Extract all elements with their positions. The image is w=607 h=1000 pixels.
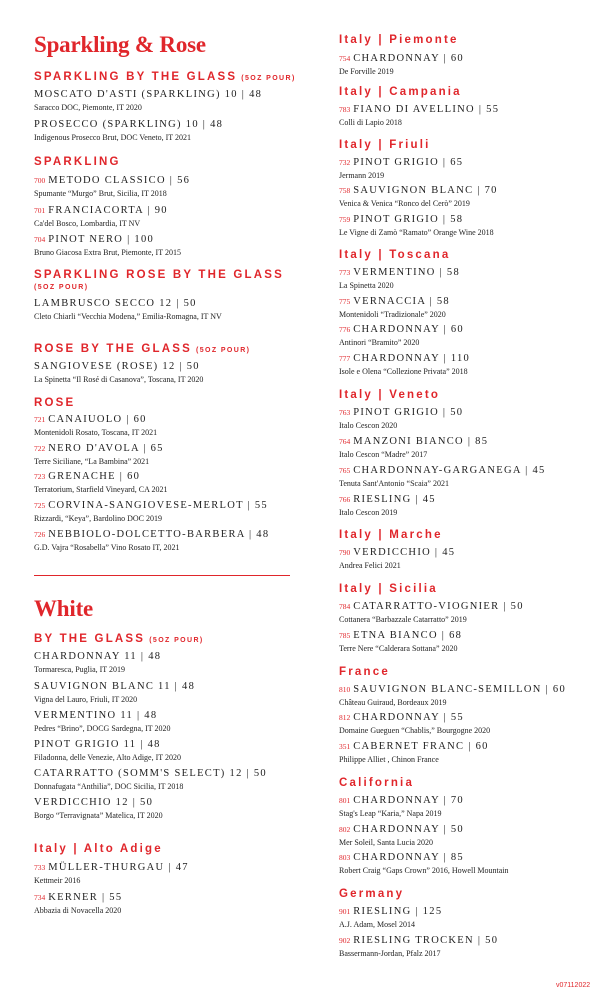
heading-germany: Germany <box>339 888 405 900</box>
wine-item-704 <box>34 235 181 257</box>
wine-description: Andrea Felici 2021 <box>339 560 401 570</box>
wine-code: 734 <box>34 893 46 902</box>
wine-item-glass-vermentino <box>34 711 171 733</box>
version-label: v07112022 <box>556 982 591 989</box>
wine-item-759 <box>339 215 494 237</box>
wine-code: 725 <box>34 501 46 510</box>
wine-name: CHARDONNAY | 50 <box>353 824 464 835</box>
wine-item-glass-verdicchio <box>34 798 163 820</box>
wine-code: 722 <box>34 444 46 453</box>
wine-description: Domaine Gueguen “Chablis,” Bourgogne 2020 <box>339 725 491 735</box>
wine-name: RIESLING TROCKEN | 50 <box>353 935 499 946</box>
section-title-white: White <box>34 596 94 621</box>
heading-italy-veneto: Italy | Veneto <box>339 389 441 401</box>
wine-item-901 <box>339 907 442 929</box>
heading-italy-sicilia: Italy | Sicilia <box>339 583 438 595</box>
wine-description: Ca'del Bosco, Lombardia, IT NV <box>34 218 141 228</box>
wine-description: Mer Soleil, Santa Lucia 2020 <box>339 837 433 847</box>
wine-item-802 <box>339 825 464 847</box>
wine-name: NEBBIOLO-DOLCETTO-BARBERA | 48 <box>48 529 270 540</box>
wine-item-766 <box>339 495 436 517</box>
heading-sparkling-rose-by-glass: SPARKLING ROSE BY THE GLASS <box>34 269 285 281</box>
heading-italy-campania: Italy | Campania <box>339 86 462 98</box>
wine-item-722 <box>34 444 164 466</box>
wine-code: 785 <box>339 631 351 640</box>
heading-sparkling: SPARKLING <box>34 156 121 168</box>
wine-name: MANZONI BIANCO | 85 <box>353 436 489 447</box>
wine-item-glass-catarratto <box>34 769 267 791</box>
wine-description: Bassermann-Jordan, Pfalz 2017 <box>339 948 441 958</box>
heading-italy-alto-adige: Italy | Alto Adige <box>34 843 163 855</box>
wine-item-773 <box>339 268 460 290</box>
wine-code: 766 <box>339 495 351 504</box>
wine-name: VERDICCHIO | 45 <box>353 547 456 558</box>
wine-name: RIESLING | 45 <box>353 494 436 505</box>
wine-code: 777 <box>339 354 351 363</box>
wine-description: Cottanera “Barbazzale Catarratto” 2019 <box>339 614 467 624</box>
heading-italy-friuli: Italy | Friuli <box>339 139 431 151</box>
wine-code: 723 <box>34 472 46 481</box>
wine-code: 758 <box>339 186 351 195</box>
wine-item-902 <box>339 936 498 958</box>
wine-code: 704 <box>34 235 46 244</box>
wine-description: Kettmeir 2016 <box>34 875 81 885</box>
wine-name: PINOT NERO | 100 <box>48 234 155 245</box>
wine-item-733 <box>34 863 189 885</box>
wine-item-776 <box>339 325 464 347</box>
wine-name: CHARDONNAY | 110 <box>353 353 471 364</box>
wine-description: Italo Cescon “Madre” 2017 <box>339 449 428 459</box>
wine-name: VERMENTINO 11 | 48 <box>34 710 158 721</box>
wine-description: La Spinetta 2020 <box>339 280 394 290</box>
wine-name: VERNACCIA | 58 <box>353 296 450 307</box>
wine-item-732 <box>339 158 463 180</box>
wine-code: 754 <box>339 54 351 63</box>
wine-description: La Spinetta “Il Rosé di Casanova”, Toscana, IT 2020 <box>34 374 204 384</box>
wine-item-803 <box>339 853 509 875</box>
wine-name: GRENACHE | 60 <box>48 471 141 482</box>
wine-item-763 <box>339 408 463 430</box>
heading-italy-piemonte: Italy | Piemonte <box>339 34 459 46</box>
wine-item-775 <box>339 297 450 319</box>
wine-item-prosecco <box>34 120 223 142</box>
wine-name: VERMENTINO | 58 <box>353 267 461 278</box>
wine-item-777 <box>339 354 470 376</box>
wine-code: 733 <box>34 863 46 872</box>
wine-name: RIESLING | 125 <box>353 906 443 917</box>
wine-name: SAUVIGNON BLANC 11 | 48 <box>34 681 196 692</box>
wine-item-glass-sauvignon <box>34 682 195 704</box>
wine-description: Terre Siciliane, “La Bambina” 2021 <box>34 456 150 466</box>
wine-description: Montenidoli Rosato, Toscana, IT 2021 <box>34 427 158 437</box>
wine-description: Vigna del Lauro, Friuli, IT 2020 <box>34 694 138 704</box>
wine-item-721 <box>34 415 157 437</box>
wine-item-glass-chardonnay <box>34 652 161 674</box>
wine-name: CHARDONNAY | 55 <box>353 712 464 723</box>
wine-code: 700 <box>34 176 46 185</box>
wine-code: 802 <box>339 825 351 834</box>
wine-description: De Forville 2019 <box>339 66 394 76</box>
wine-name: PROSECCO (SPARKLING) 10 | 48 <box>34 119 224 130</box>
wine-code: 732 <box>339 158 351 167</box>
wine-item-785 <box>339 631 462 653</box>
wine-name: CHARDONNAY | 60 <box>353 53 464 64</box>
wine-name: FIANO DI AVELLINO | 55 <box>353 104 500 115</box>
wine-item-812 <box>339 713 490 735</box>
wine-name: KERNER | 55 <box>48 892 123 903</box>
heading-rose: ROSE <box>34 397 76 409</box>
wine-code: 801 <box>339 796 351 805</box>
wine-item-glass-pinot-grigio <box>34 740 181 762</box>
wine-code: 765 <box>339 466 351 475</box>
wine-name: METODO CLASSICO | 56 <box>48 175 191 186</box>
heading-rose-by-glass: ROSE BY THE GLASS (5OZ POUR) <box>34 343 251 355</box>
wine-code: 790 <box>339 548 351 557</box>
wine-description: A.J. Adam, Mosel 2014 <box>339 919 415 929</box>
wine-name: CHARDONNAY | 70 <box>353 795 464 806</box>
wine-code: 776 <box>339 325 351 334</box>
heading-white-by-glass: BY THE GLASS (5OZ POUR) <box>34 633 204 645</box>
wine-description: Bruno Giacosa Extra Brut, Piemonte, IT 2015 <box>34 247 181 257</box>
wine-description: Abbazia di Novacella 2020 <box>34 905 122 915</box>
wine-description: Jermann 2019 <box>339 170 385 180</box>
wine-name: MOSCATO D'ASTI (SPARKLING) 10 | 48 <box>34 89 263 100</box>
wine-description: Antinori “Bramito” 2020 <box>339 337 420 347</box>
wine-description: Venica & Venica “Ronco del Cerò” 2019 <box>339 198 470 208</box>
wine-code: 902 <box>339 936 351 945</box>
wine-name: PINOT GRIGIO | 65 <box>353 157 464 168</box>
wine-item-723 <box>34 472 167 494</box>
wine-code: 775 <box>339 297 351 306</box>
wine-description: Robert Craig “Gaps Crown” 2016, Howell Mountain <box>339 865 509 875</box>
wine-item-764 <box>339 437 488 459</box>
wine-item-765 <box>339 466 546 488</box>
wine-description: Isole e Olena “Collezione Privata” 2018 <box>339 366 468 376</box>
wine-code: 773 <box>339 268 351 277</box>
wine-item-lambrusco <box>34 299 222 321</box>
wine-name: CORVINA-SANGIOVESE-MERLOT | 55 <box>48 500 268 511</box>
wine-description: Indigenous Prosecco Brut, DOC Veneto, IT 2021 <box>34 132 192 142</box>
wine-description: Tenuta Sant'Antonio “Scaia” 2021 <box>339 478 449 488</box>
wine-code: 812 <box>339 713 351 722</box>
wine-name: NERO D'AVOLA | 65 <box>48 443 164 454</box>
wine-description: Borgo “Terravignata” Matelica, IT 2020 <box>34 810 163 820</box>
wine-item-784 <box>339 602 524 624</box>
wine-description: G.D. Vajra “Rosabella” Vino Rosato IT, 2021 <box>34 542 180 552</box>
wine-name: CATARRATTO-VIOGNIER | 50 <box>353 601 524 612</box>
wine-item-801 <box>339 796 464 818</box>
wine-description: Philippe Alliet , Chinon France <box>339 754 439 764</box>
wine-description: Montenidoli “Tradizionale” 2020 <box>339 309 446 319</box>
wine-description: Tormaresca, Puglia, IT 2019 <box>34 664 126 674</box>
section-title-sparkling-rose: Sparkling & Rose <box>34 32 206 57</box>
wine-description: Spumante “Murgo” Brut, Sicilia, IT 2018 <box>34 188 167 198</box>
wine-item-758 <box>339 186 498 208</box>
wine-name: SANGIOVESE (ROSE) 12 | 50 <box>34 361 200 372</box>
heading-california: California <box>339 777 415 789</box>
heading-france: France <box>339 666 390 678</box>
wine-code: 784 <box>339 602 351 611</box>
wine-name: LAMBRUSCO SECCO 12 | 50 <box>34 298 197 309</box>
wine-description: Donnafugata “Anthilia”, DOC Sicilia, IT 2018 <box>34 781 184 791</box>
wine-code: 759 <box>339 215 351 224</box>
wine-description: Le Vigne di Zamò “Ramato” Orange Wine 2018 <box>339 227 494 237</box>
wine-name: PINOT GRIGIO | 58 <box>353 214 464 225</box>
wine-item-726 <box>34 530 269 552</box>
wine-description: Saracco DOC, Piemonte, IT 2020 <box>34 102 142 112</box>
wine-item-810 <box>339 685 566 707</box>
wine-description: Filadonna, delle Venezie, Alto Adige, IT 2020 <box>34 752 182 762</box>
wine-code: 901 <box>339 907 351 916</box>
wine-description: Rizzardi, “Keya”, Bardolino DOC 2019 <box>34 513 162 523</box>
heading-italy-marche: Italy | Marche <box>339 529 443 541</box>
wine-code: 726 <box>34 530 46 539</box>
wine-item-754 <box>339 54 464 76</box>
wine-description: Pedres “Brino”, DOCG Sardegna, IT 2020 <box>34 723 171 733</box>
wine-name: VERDICCHIO 12 | 50 <box>34 797 154 808</box>
wine-description: Cleto Chiarli “Vecchia Modena,” Emilia-Romagna, IT NV <box>34 311 222 321</box>
wine-item-790 <box>339 548 455 570</box>
wine-description: Terratorium, Starfield Vineyard, CA 2021 <box>34 484 168 494</box>
wine-name: SAUVIGNON BLANC-SEMILLON | 60 <box>353 684 567 695</box>
wine-item-moscato <box>34 90 262 112</box>
wine-name: CATARRATTO (SOMM'S SELECT) 12 | 50 <box>34 768 267 779</box>
wine-code: 803 <box>339 853 351 862</box>
wine-name: PINOT GRIGIO | 50 <box>353 407 464 418</box>
heading-note: (5OZ POUR) <box>34 284 89 291</box>
wine-name: SAUVIGNON BLANC | 70 <box>353 185 498 196</box>
wine-description: Château Guiraud, Bordeaux 2019 <box>339 697 447 707</box>
wine-name: CANAIUOLO | 60 <box>48 414 147 425</box>
wine-name: CABERNET FRANC | 60 <box>353 741 489 752</box>
wine-description: Colli di Lapio 2018 <box>339 117 402 127</box>
wine-code: 701 <box>34 206 46 215</box>
wine-description: Terre Nere “Calderara Sottana” 2020 <box>339 643 458 653</box>
wine-code: 783 <box>339 105 351 114</box>
heading-sparkling-by-glass: SPARKLING BY THE GLASS (5OZ POUR) <box>34 71 296 83</box>
wine-name: PINOT GRIGIO 11 | 48 <box>34 739 161 750</box>
wine-name: CHARDONNAY | 85 <box>353 852 464 863</box>
wine-name: FRANCIACORTA | 90 <box>48 205 168 216</box>
wine-code: 721 <box>34 415 46 424</box>
wine-item-700 <box>34 176 190 198</box>
wine-item-351 <box>339 742 489 764</box>
wine-name: CHARDONNAY 11 | 48 <box>34 651 162 662</box>
heading-italy-toscana: Italy | Toscana <box>339 249 451 261</box>
wine-description: Italo Cescon 2019 <box>339 507 398 517</box>
wine-code: 810 <box>339 685 351 694</box>
wine-name: ETNA BIANCO | 68 <box>353 630 463 641</box>
wine-description: Italo Cescon 2020 <box>339 420 398 430</box>
wine-item-783 <box>339 105 499 127</box>
wine-item-734 <box>34 893 122 915</box>
wine-name: CHARDONNAY-GARGANEGA | 45 <box>353 465 546 476</box>
wine-code: 764 <box>339 437 351 446</box>
wine-item-sangiovese-rose <box>34 362 203 384</box>
wine-name: CHARDONNAY | 60 <box>353 324 464 335</box>
wine-description: Stag's Leap “Karia,” Napa 2019 <box>339 808 442 818</box>
wine-code: 763 <box>339 408 351 417</box>
wine-item-701 <box>34 206 168 228</box>
wine-name: MÜLLER-THURGAU | 47 <box>48 862 189 873</box>
wine-item-725 <box>34 501 268 523</box>
section-divider <box>34 575 290 576</box>
wine-code: 351 <box>339 742 351 751</box>
